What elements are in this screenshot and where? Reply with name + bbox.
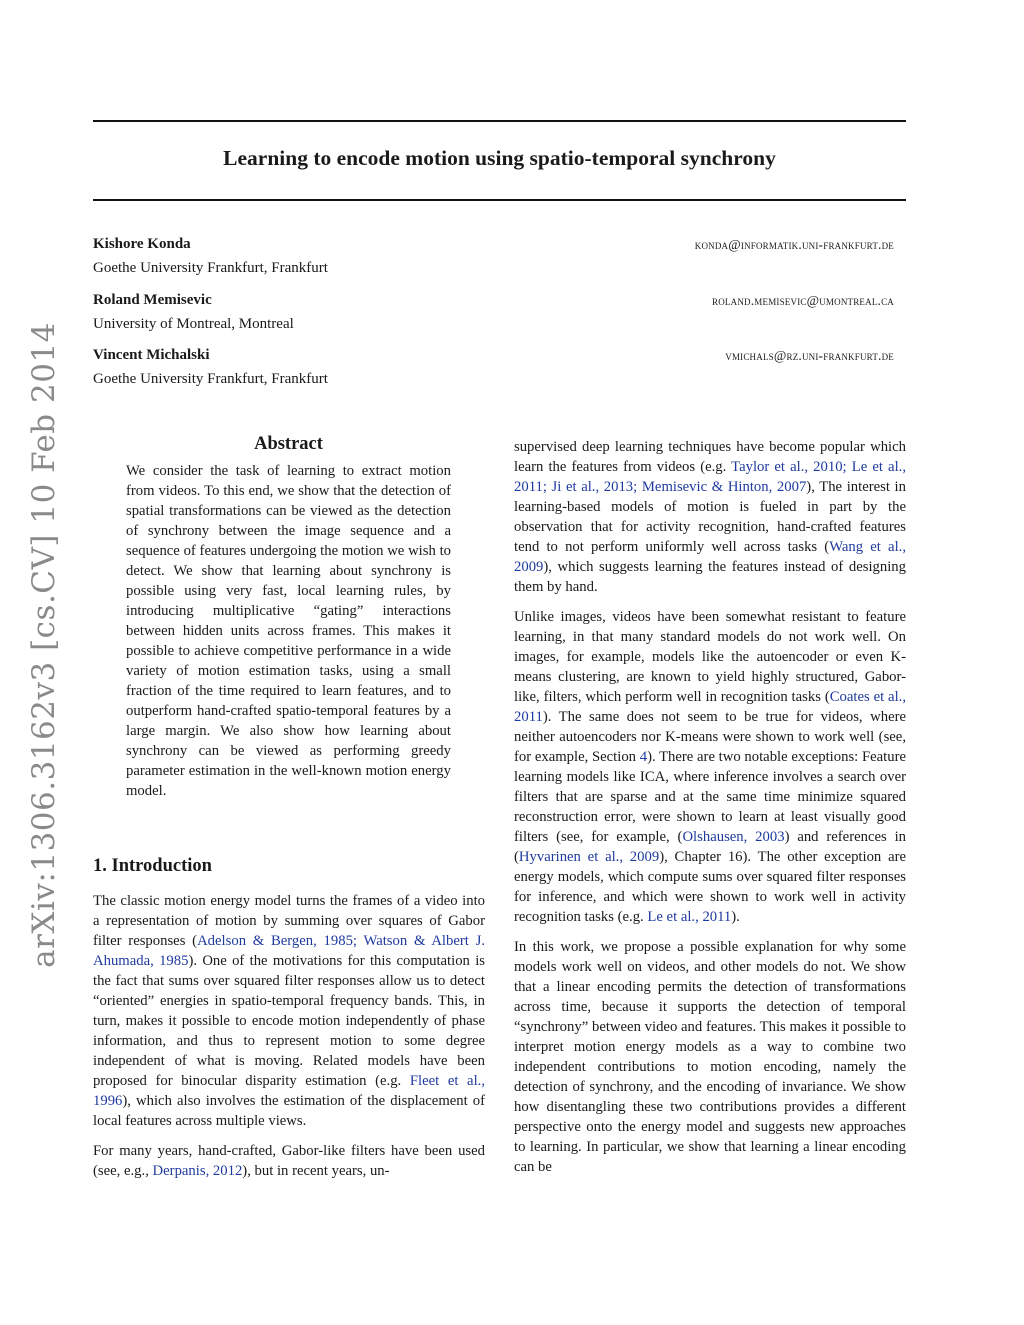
- author-name: Vincent Michalski: [93, 347, 210, 363]
- author-affiliation: University of Montreal, Montreal: [93, 316, 294, 332]
- section-link[interactable]: 4: [639, 749, 648, 765]
- left-column: [93, 891, 485, 1191]
- author-email[interactable]: konda@informatik.uni-frankfurt.de: [694, 237, 894, 252]
- text-run: Unlike images, videos have been somewhat resistant to feature learning, in that many standard models do not work well. On images, for example, models like the autoencoder or even K-means clustering, are known to yield highly structured, Gabor-like, filters, which perform well in recognition tasks (: [514, 609, 906, 705]
- abstract-body: We consider the task of learning to extract motion from videos. To this end, we show that the detection of spatial transformations can be viewed as the detection of synchrony between the image sequence and a sequence of features undergoing the motion we wish to detect. We show that learning about synchrony is possible using very fast, local learning rules, by introducing multiplicative “gating” interactions between hidden units across frames. This makes it possible to achieve competitive performance in a wide variety of motion estimation tasks, using a small fraction of the time required to learn features, and to outperform hand-crafted spatio-temporal features by a large margin. We also show how learning about synchrony can be viewed as performing greedy parameter estimation in the well-known motion energy model.: [126, 463, 451, 799]
- citation-link[interactable]: Adelson & Bergen, 1985; Watson & Albert J. Ahumada, 1985: [93, 933, 485, 969]
- author-block: [93, 292, 894, 342]
- author-email[interactable]: vmichals@rz.uni-frankfurt.de: [725, 348, 894, 363]
- title-bottom-rule: [93, 199, 906, 201]
- text-run: ), which also involves the estimation of the displacement of local features across multiple views.: [93, 1093, 485, 1129]
- author-block: [93, 236, 894, 286]
- top-rule: [93, 120, 906, 122]
- text-run: ), Chapter 16). The other exception are energy models, which compute sums over squared filter responses for inference, and which were shown to work well in activity recognition tasks (e.g.: [514, 849, 906, 925]
- text-run: For many years, hand-crafted, Gabor-like filters have been used (see, e.g.,: [93, 1143, 485, 1179]
- citation-link[interactable]: Fleet et al., 1996: [93, 1073, 485, 1109]
- author-name: Roland Memisevic: [93, 292, 212, 308]
- paper-title: Learning to encode motion using spatio-temporal synchrony: [223, 146, 776, 170]
- citation-link[interactable]: Olshausen, 2003: [682, 829, 785, 845]
- citation-link[interactable]: Derpanis, 2012: [152, 1163, 243, 1179]
- text-run: ). There are two notable exceptions: Feature learning models like ICA, where inference involves a search over filters that are sparse and at the same time minimize squared reconstruction error, were shown to learn at least visually good filters (see, for example, (: [514, 749, 906, 845]
- abstract-heading: Abstract: [254, 434, 323, 454]
- text-run: The classic motion energy model turns the frames of a video into a representation of motion by summing over squares of Gabor filter responses (: [93, 893, 485, 949]
- citation-link[interactable]: Wang et al., 2009: [514, 539, 906, 575]
- author-affiliation: Goethe University Frankfurt, Frankfurt: [93, 371, 328, 387]
- text-run: ).: [731, 909, 740, 925]
- author-email[interactable]: roland.memisevic@umontreal.ca: [712, 293, 894, 308]
- right-column: [514, 437, 906, 1187]
- paragraph: [514, 937, 906, 1177]
- text-run: ), but in recent years, un-: [242, 1163, 390, 1179]
- paragraph: [93, 891, 485, 1131]
- text-run: supervised deep learning techniques have become popular which learn the features from videos (e.g.: [514, 439, 906, 475]
- author-affiliation: Goethe University Frankfurt, Frankfurt: [93, 260, 328, 276]
- text-run: In this work, we propose a possible explanation for why some models work well on videos, and other models do not. We show that a linear encoding permits the detection of transformations across time, because it supports the detection of temporal “synchrony” between video and features. This makes it possible to interpret motion energy models as a way to combine two independent contributions to motion encoding, namely the detection of synchrony, and the encoding of invariance. We show how disentangling these two contributions provides a different perspective onto the energy model and suggests new approaches to learning. In particular, we show that learning a linear encoding can be: [514, 939, 906, 1175]
- author-name: Kishore Konda: [93, 236, 191, 252]
- arxiv-identifier: arXiv:1306.3162v3 [cs.CV] 10 Feb 2014: [26, 322, 62, 968]
- text-run: ). One of the motivations for this computation is the fact that sums over squared filter responses allow us to detect “oriented” energies in spatio-temporal frequency bands. This, in turn, makes it possible to encode motion independently of phase information, and thus to represent motion to some degree independent of what is moving. Related models have been proposed for binocular disparity estimation (e.g.: [93, 953, 485, 1089]
- citation-link[interactable]: Taylor et al., 2010; Le et al., 2011; Ji et al., 2013; Memisevic & Hinton, 2007: [514, 459, 906, 495]
- text-run: ) and references in (: [514, 829, 906, 865]
- citation-link[interactable]: Hyvarinen et al., 2009: [518, 849, 660, 865]
- citation-link[interactable]: Le et al., 2011: [647, 909, 732, 925]
- text-run: ). The same does not seem to be true for videos, where neither autoencoders nor K-means were shown to work well (see, for example, Section: [514, 709, 906, 765]
- section-heading: 1. Introduction: [93, 856, 212, 876]
- text-run: ), The interest in learning-based models of motion is fueled in part by the observation that for activity recognition, hand-crafted features tend to not perform uniformly well across tasks (: [514, 479, 906, 555]
- text-run: ), which suggests learning the features instead of designing them by hand.: [514, 559, 906, 595]
- paragraph: [514, 437, 906, 597]
- author-block: [93, 347, 894, 397]
- paragraph: [514, 607, 906, 927]
- paragraph: [93, 1141, 485, 1181]
- citation-link[interactable]: Coates et al., 2011: [514, 689, 906, 725]
